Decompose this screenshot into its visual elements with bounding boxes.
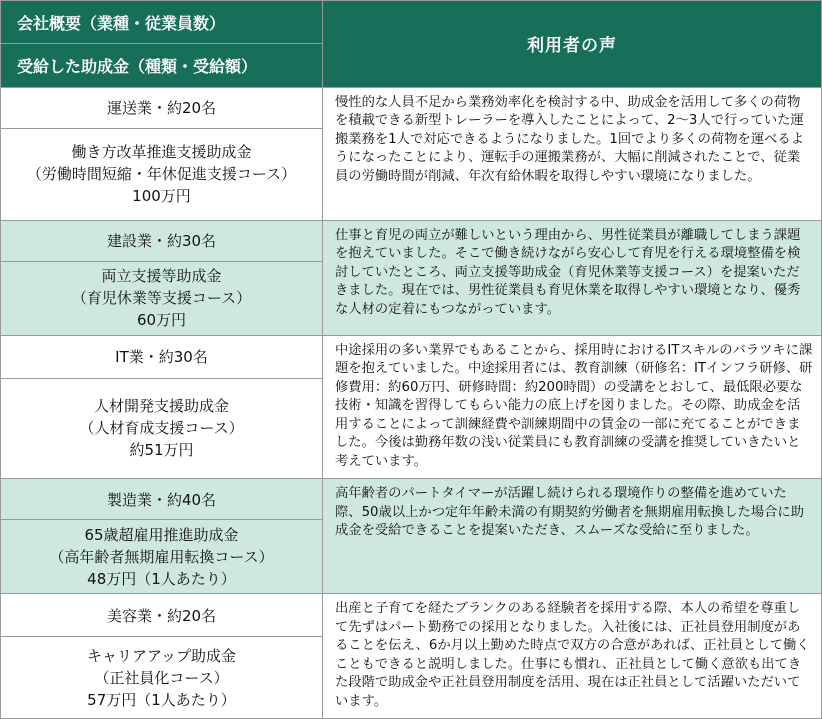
industry-cell: 製造業・約40名 xyxy=(1,479,323,520)
voice-cell: 高年齢者のパートタイマーが活躍し続けられる環境作りの整備を進めていた際、50歳以上かつ定年年齢未満の有期契約労働者を無期雇用転換した場合に助成金を受給できることを提案いただき、スムーズな受給に至りました。 xyxy=(323,479,822,594)
industry-cell: IT業・約30名 xyxy=(1,335,323,378)
industry-cell: 運送業・約20名 xyxy=(1,87,323,128)
voice-cell: 慢性的な人員不足から業務効率化を検討する中、助成金を活用して多くの荷物を積載できる新型トレーラーを導入したことによって、2～3人で行っていた運搬業務を1人で対応できるようになりました。1回でより多くの荷物を運べるようになったことにより、運転手の運搬業務が、大幅に削減されたことで、従業員の労働時間が削減、年次有給休暇を取得しやすい環境になりました。 xyxy=(323,87,822,220)
table-row xyxy=(1,87,822,128)
table-row xyxy=(1,479,822,520)
industry-cell: 美容業・約20名 xyxy=(1,594,323,637)
voice-cell: 仕事と育児の両立が難しいという理由から、男性従業員が離職してしまう課題を抱えていました。そこで働き続けながら安心して育児を行える環境整備を検討していたところ、両立支援等助成金（育児休業等支援コース）を提案いただきました。現在では、男性従業員も育児休業を取得しやすい環境となり、優秀な人材の定着にもつながっています。 xyxy=(323,220,822,335)
grant-cell: 65歳超雇用推進助成金 （高年齢者無期雇用転換コース） 48万円（1人あたり） xyxy=(1,520,323,594)
voice-cell: 出産と子育てを経たブランクのある経験者を採用する際、本人の希望を尊重して先ずはパート勤務での採用となりました。入社後には、正社員登用制度があることを伝え、6か月以上勤めた時点で双方の合意があれば、正社員として働くこともできると説明しました。仕事にも慣れ、正社員として働く意欲も出てきた段階で助成金や正社員登用制度を活用、現在は正社員として活躍いただいています。 xyxy=(323,594,822,719)
header-company-overview: 会社概要（業種・従業員数） xyxy=(1,1,323,44)
table-row xyxy=(1,335,822,378)
voice-cell: 中途採用の多い業界でもあることから、採用時におけるITスキルのバラツキに課題を抱えていました。中途採用者には、教育訓練（研修名：ITインフラ研修、研修費用：約60万円、研修時間：約200時間）の受講をとおして、最低限必要な技術・知識を習得してもらい能力の底上げを図りました。その際、助成金を活用することによって訓練経費や訓練期間中の賃金の一部に充てることができました。今後は勤務年数の浅い従業員にも教育訓練の受講を推奨していきたいと考えています。 xyxy=(323,335,822,479)
grant-cell: キャリアアップ助成金 （正社員化コース） 57万円（1人あたり） xyxy=(1,637,323,719)
grant-cell: 両立支援等助成金 （育児休業等支援コース） 60万円 xyxy=(1,261,323,335)
table-row xyxy=(1,220,822,261)
header-row xyxy=(1,1,822,44)
header-voice: 利用者の声 xyxy=(323,1,822,88)
table-row xyxy=(1,594,822,637)
industry-cell: 建設業・約30名 xyxy=(1,220,323,261)
grant-cell: 人材開発支援助成金 （人材育成支援コース） 約51万円 xyxy=(1,378,323,478)
grant-cell: 働き方改革推進支援助成金 （労働時間短縮・年休促進支援コース） 100万円 xyxy=(1,128,323,220)
header-grant-received: 受給した助成金（種類・受給額） xyxy=(1,44,323,87)
